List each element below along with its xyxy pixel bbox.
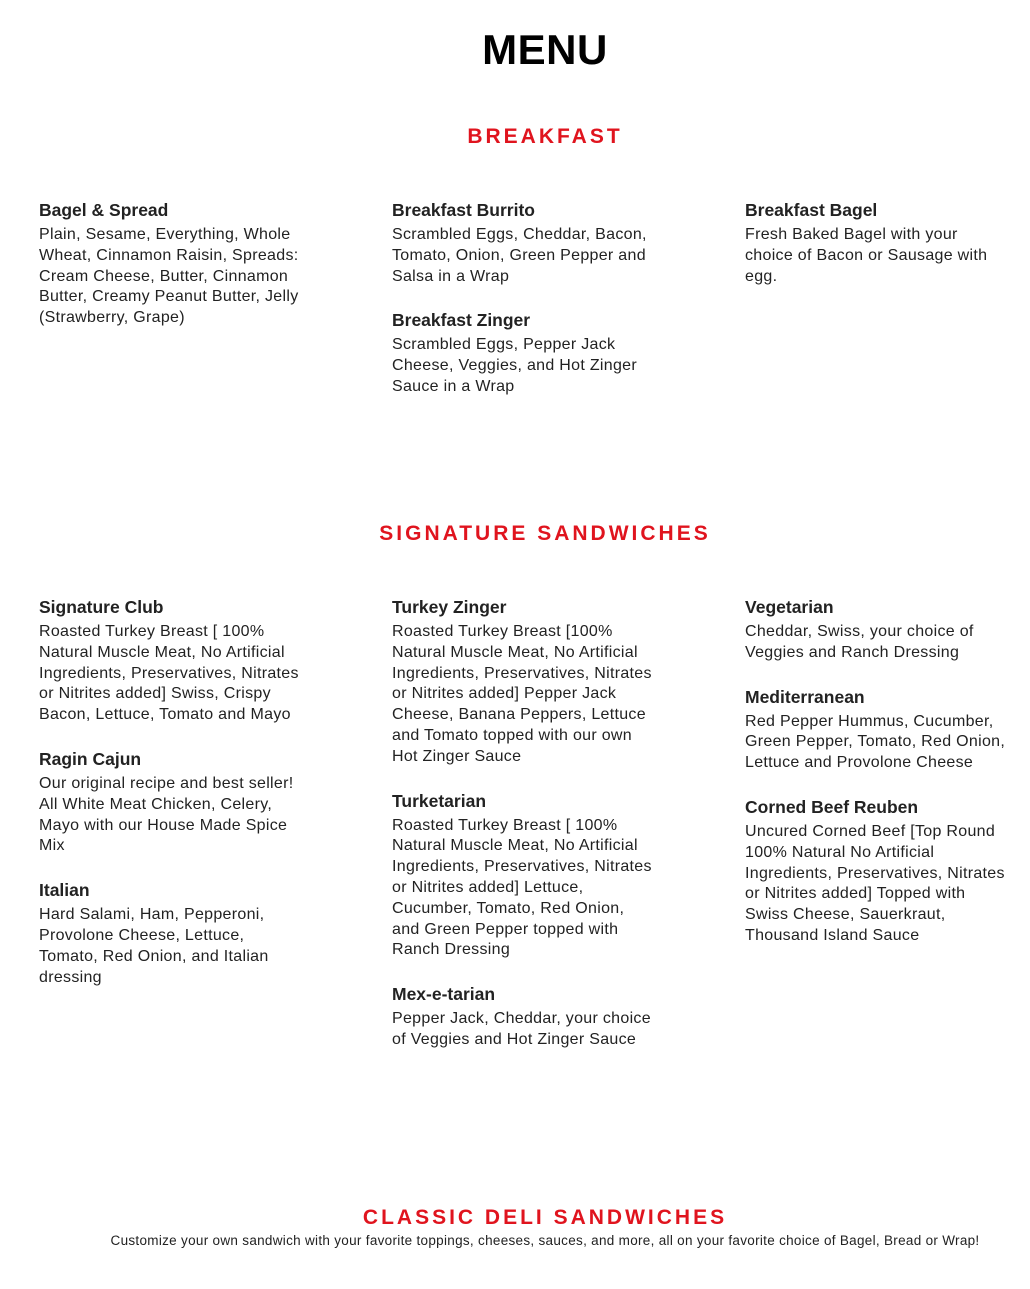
menu-item-description: Roasted Turkey Breast [ 100% Natural Muscle Meat, No Artificial Ingredients, Preservatives, Nitrates or Nitrites added] Lettuce, Cucumber, Tomato, Red Onion, and Green Pepper topped with Ranch Dressing [392,816,652,959]
menu-item-description: Uncured Corned Beef [Top Round 100% Natural No Artificial Ingredients, Preservatives, Nitrates or Nitrites added] Topped with Swiss Cheese, Sauerkraut, Thousand Island Sauce [745,822,1005,944]
section-title-signature: SIGNATURE SANDWICHES [379,522,711,545]
menu-item-name: Ragin Cajun [39,748,142,769]
menu-item [39,199,301,329]
menu-item-name: Italian [39,880,90,901]
breakfast-column-2 [392,199,654,420]
signature-column-1 [39,596,301,1010]
menu-item-description: Red Pepper Hummus, Cucumber, Green Pepper, Tomato, Red Onion, Lettuce and Provolone Cheese [745,712,1006,772]
menu-item-name: Signature Club [39,597,164,617]
menu-item-name: Bagel & Spread [39,200,169,220]
menu-item-name: Mex-e-tarian [392,984,496,1005]
classic-deli-subtitle: Customize your own sandwich with your favorite toppings, cheeses, sauces, and more, all on your favorite choice of Bagel, Bread or Wrap! [110,1233,980,1248]
menu-item-description: Roasted Turkey Breast [ 100% Natural Muscle Meat, No Artificial Ingredients, Preservatives, Nitrates or Nitrites added] Swiss, Crispy Bacon, Lettuce, Tomato and Mayo [39,623,299,724]
menu-item-description: Scrambled Eggs, Pepper Jack Cheese, Veggies, and Hot Zinger Sauce in a Wrap [392,336,638,395]
menu-item-description: Cheddar, Swiss, your choice of Veggies and Ranch Dressing [745,623,974,661]
menu-item [39,748,301,857]
signature-column-2 [392,596,654,1073]
menu-item-name: Breakfast Zinger [392,310,531,331]
menu-item [392,790,654,962]
menu-item [392,596,654,768]
menu-item-name: Corned Beef Reuben [745,796,919,817]
menu-item-description: Roasted Turkey Breast [100% Natural Muscle Meat, No Artificial Ingredients, Preservatives, Nitrates or Nitrites added] Pepper Jack Cheese, Banana Peppers, Lettuce and Tomato topped with our own Hot Zinger Sauce [392,623,652,765]
section-title-classic-deli: CLASSIC DELI SANDWICHES [362,1206,728,1229]
menu-item [392,983,654,1051]
menu-item [39,596,301,726]
menu-item-name: Mediterranean [745,686,865,707]
section-title-breakfast: BREAKFAST [467,125,623,148]
menu-item [392,199,654,287]
menu-item-description: Fresh Baked Bagel with your choice of Bacon or Sausage with egg. [745,226,988,285]
menu-item-name: Vegetarian [745,597,834,617]
menu-item-name: Turketarian [392,790,487,811]
menu-item-description: Pepper Jack, Cheddar, your choice of Veggies and Hot Zinger Sauce [392,1010,651,1048]
menu-item [745,686,1007,774]
menu-item-description: Hard Salami, Ham, Pepperoni, Provolone Cheese, Lettuce, Tomato, Red Onion, and Italian dressing [39,906,269,986]
menu-item-description: Scrambled Eggs, Cheddar, Bacon, Tomato, Onion, Green Pepper and Salsa in a Wrap [392,226,647,285]
menu-item [392,309,654,397]
menu-item-name: Breakfast Burrito [392,200,535,220]
breakfast-column-1 [39,199,301,351]
menu-item [39,879,301,988]
page-title: MENU [482,26,608,73]
menu-item-description: Plain, Sesame, Everything, Whole Wheat, Cinnamon Raisin, Spreads: Cream Cheese, Butter, Cinnamon Butter, Creamy Peanut Butter, Jelly (Strawberry, Grape) [39,226,299,327]
menu-item-description: Our original recipe and best seller! All White Meat Chicken, Celery, Mayo with our House Made Spice Mix [39,774,294,855]
menu-item [745,596,1007,664]
menu-item-name: Breakfast Bagel [745,200,878,220]
breakfast-column-3 [745,199,1007,309]
menu-item-name: Turkey Zinger [392,597,507,617]
menu-item [745,199,1007,287]
menu-item [745,796,1007,947]
signature-column-3 [745,596,1007,969]
